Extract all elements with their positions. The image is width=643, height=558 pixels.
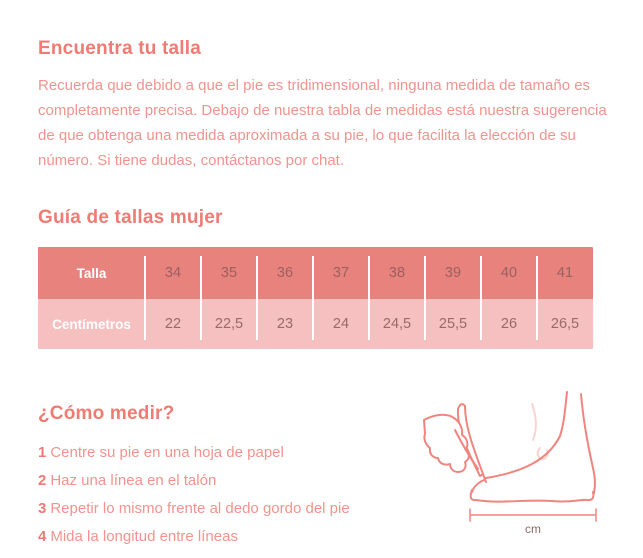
column-divider <box>480 256 482 340</box>
size-row-label: Talla <box>76 265 107 281</box>
step-text: Mida la longitud entre líneas <box>50 528 238 545</box>
cm-cell: 23 <box>276 316 294 332</box>
foot-sole-line <box>471 490 594 502</box>
women-size-guide-heading: Guía de tallas mujer <box>38 207 223 228</box>
page-title: Encuentra tu talla <box>38 38 202 59</box>
size-cell: 40 <box>500 265 518 281</box>
centimeters-row-label: Centímetros <box>52 316 131 332</box>
foot-heel-line <box>581 394 595 493</box>
measure-step <box>38 439 438 467</box>
size-cell: 38 <box>388 265 406 281</box>
size-cell: 37 <box>332 265 350 281</box>
size-cell: 39 <box>444 265 462 281</box>
table-row-sizes <box>38 247 593 299</box>
column-divider <box>424 256 426 340</box>
measure-step <box>38 495 438 523</box>
cm-cell: 22,5 <box>214 316 244 332</box>
foot-measurement-illustration <box>418 388 640 546</box>
cm-cell: 24 <box>332 316 350 332</box>
step-text: Haz una línea en el talón <box>50 472 217 489</box>
table-row-centimeters <box>38 299 593 349</box>
cm-cell: 25,5 <box>438 316 468 332</box>
column-divider <box>144 256 146 340</box>
cm-cell: 24,5 <box>382 316 412 332</box>
step-number: 3 <box>38 500 47 517</box>
step-text: Repetir lo mismo frente al dedo gordo del pie <box>50 500 350 517</box>
cm-cell: 26 <box>500 316 518 332</box>
step-number: 2 <box>38 472 47 489</box>
size-cell: 36 <box>276 265 294 281</box>
cm-cell: 22 <box>164 316 182 332</box>
column-divider <box>368 256 370 340</box>
cm-cell: 26,5 <box>550 316 580 332</box>
measure-steps-list <box>38 439 438 551</box>
foot-crease-line <box>532 404 536 440</box>
cm-unit-label: cm <box>525 522 541 536</box>
size-cell: 41 <box>556 265 574 281</box>
step-text: Centre su pie en una hoja de papel <box>50 444 284 461</box>
intro-paragraph: Recuerda que debido a que el pie es tridimensional, ninguna medida de tamaño es completamente precisa. Debajo de nuestra tabla de medidas está nuestra sugerencia de que obtenga una medida aproximada a su pie, lo que facilita la elección de su número. Si tiene dudas, contáctanos por chat. <box>38 77 607 169</box>
measurement-line <box>470 509 596 521</box>
how-to-measure-section <box>38 403 610 551</box>
step-number: 4 <box>38 528 47 545</box>
measure-step <box>38 523 438 551</box>
size-cell: 34 <box>164 265 182 281</box>
foot-toe-line <box>472 480 484 492</box>
step-number: 1 <box>38 444 47 461</box>
size-cell: 35 <box>220 265 238 281</box>
how-to-measure-heading: ¿Cómo medir? <box>38 403 175 424</box>
column-divider <box>256 256 258 340</box>
column-divider <box>312 256 314 340</box>
column-divider <box>200 256 202 340</box>
size-table <box>38 247 593 349</box>
column-divider <box>536 256 538 340</box>
measure-step <box>38 467 438 495</box>
foot-instep-line <box>486 392 567 478</box>
